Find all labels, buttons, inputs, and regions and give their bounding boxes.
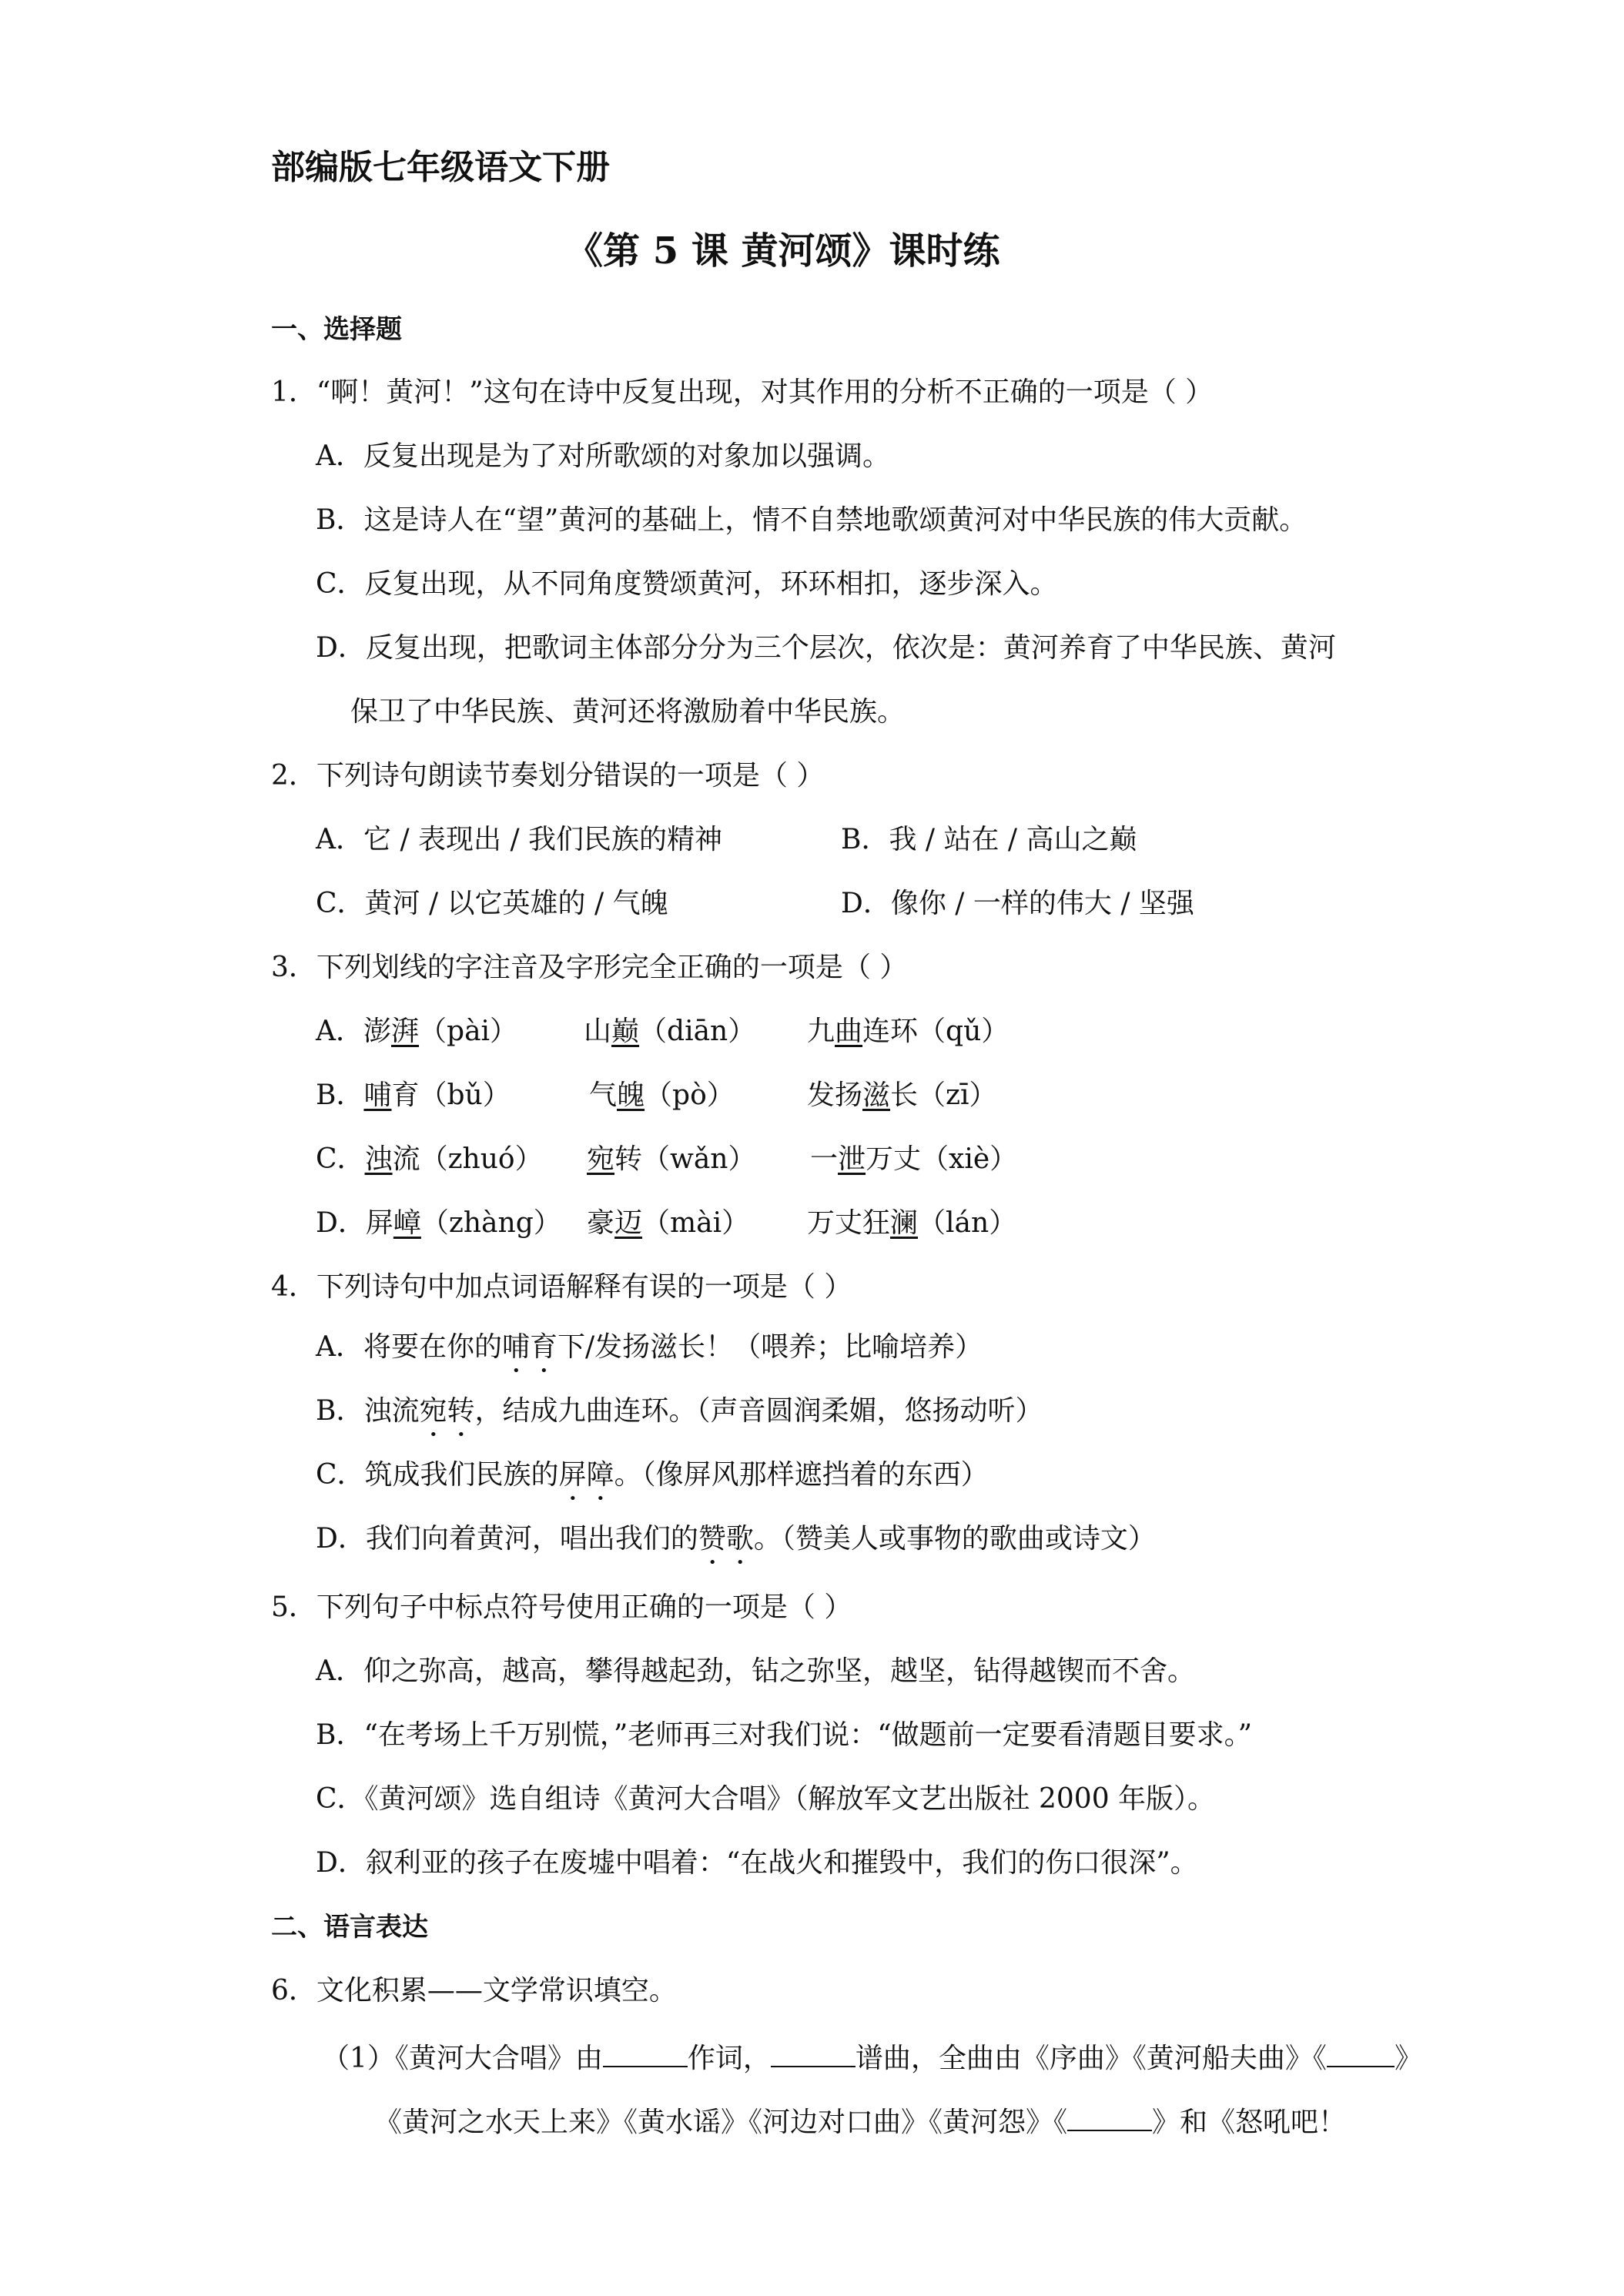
q3-option-b: [316, 1079, 511, 1113]
q4-option-b: [316, 1394, 1043, 1443]
q1-option-c: C．反复出现，从不同角度赞颂黄河，环环相扣，逐步深入。: [316, 568, 1058, 600]
movement-blank-2[interactable]: [1067, 2102, 1152, 2131]
q6-line2: [374, 2102, 1346, 2140]
q3-option-c-word3: [810, 1143, 1017, 1176]
q3-option-a: [316, 1015, 517, 1049]
underlined-char: 魄: [617, 1079, 645, 1111]
lyricist-blank[interactable]: [603, 2038, 688, 2067]
text: 》和《怒吼吧！: [1152, 2107, 1347, 2138]
underlined-char: 泄: [838, 1143, 866, 1175]
word: 山: [584, 1016, 612, 1047]
q1-option-d-line1: D．反复出现，把歌词主体部分分为三个层次，依次是：黄河养育了中华民族、黄河: [316, 632, 1336, 664]
composer-blank[interactable]: [771, 2038, 856, 2067]
word: 万丈: [866, 1143, 922, 1175]
underlined-char: 嶂: [393, 1207, 421, 1239]
text: ，结成九曲连环。（声音圆润柔媚，悠扬动听）: [474, 1395, 1043, 1427]
pinyin: （lán）: [918, 1207, 1017, 1239]
q1-option-b: B．这是诗人在“望”黄河的基础上，情不自禁地歌颂黄河对中华民族的伟大贡献。: [316, 504, 1308, 536]
pinyin: （qǔ）: [918, 1016, 1010, 1047]
text: C．筑成我们民族的: [316, 1459, 559, 1491]
text: （1）《黄河大合唱》由: [322, 2043, 603, 2074]
word: 豪: [587, 1207, 615, 1239]
q2-stem: 2．下列诗句朗读节奏划分错误的一项是（ ）: [271, 760, 825, 792]
text: A．将要在你的: [316, 1331, 502, 1363]
q4-option-a: [316, 1330, 983, 1379]
word: 万丈狂: [807, 1207, 891, 1239]
word: 屏: [365, 1207, 393, 1239]
q5-option-d: D．叙利亚的孩子在废墟中唱着：“在战火和摧毁中，我们的伤口很深”。: [316, 1847, 1198, 1879]
text: D．我们向着黄河，唱出我们的: [316, 1523, 698, 1555]
q3-option-d-word2: [587, 1207, 749, 1240]
q2-option-a: A．它 / 表现出 / 我们民族的精神: [316, 824, 723, 855]
underlined-char: 澜: [890, 1207, 919, 1239]
text: 》: [1394, 2043, 1422, 2074]
option-letter: C．: [316, 1143, 365, 1175]
page-title: 《第 5 课 黄河颂》课时练: [566, 229, 1000, 273]
dotted-word: 哺育: [502, 1331, 558, 1363]
pinyin: （pài）: [419, 1016, 518, 1047]
pinyin: （wǎn）: [642, 1143, 756, 1175]
word: 转: [614, 1143, 643, 1175]
q1-option-d-line2: 保卫了中华民族、黄河还将激励着中华民族。: [350, 696, 906, 728]
q5-option-b: B．“在考场上千万别慌，”老师再三对我们说：“做题前一定要看清题目要求。”: [316, 1719, 1253, 1751]
option-letter: A．: [316, 1016, 363, 1047]
q6-stem: 6．文化积累——文学常识填空。: [271, 1975, 677, 2006]
underlined-char: 浊: [364, 1143, 393, 1175]
q3-option-b-word2: [589, 1079, 735, 1113]
underlined-char: 巅: [611, 1016, 640, 1047]
q4-option-c: [316, 1458, 989, 1507]
q5-option-c: C．《黄河颂》选自组诗《黄河大合唱》（解放军文艺出版社 2000 年版）。: [316, 1783, 1216, 1815]
underlined-char: 迈: [614, 1207, 643, 1239]
pinyin: （zī）: [918, 1079, 997, 1111]
q3-option-d: [316, 1207, 561, 1240]
q2-option-c: C．黄河 / 以它英雄的 / 气魄: [316, 888, 668, 919]
section-heading-choice: 一、选择题: [271, 314, 402, 345]
q3-option-b-word3: [807, 1079, 997, 1113]
text: 。（像屏风那样遮挡着的东西）: [614, 1459, 989, 1491]
word: 流: [392, 1143, 420, 1175]
document-header: 部编版七年级语文下册: [271, 148, 610, 187]
pinyin: （mài）: [642, 1207, 750, 1239]
underlined-char: 曲: [835, 1016, 863, 1047]
q3-option-d-word3: [807, 1207, 1016, 1240]
pinyin: （xiè）: [921, 1143, 1018, 1175]
word: 发扬: [807, 1079, 863, 1111]
pinyin: （zhuó）: [420, 1143, 543, 1175]
section-heading-language: 二、语言表达: [271, 1912, 428, 1943]
word: 育: [391, 1079, 420, 1111]
dotted-word: 屏障: [558, 1459, 614, 1491]
pinyin: （pò）: [645, 1079, 735, 1111]
text: 。（赞美人或事物的歌曲或诗文）: [753, 1523, 1156, 1555]
q4-option-d: [316, 1522, 1156, 1571]
word: 连环: [862, 1016, 919, 1047]
q1-option-a: A．反复出现是为了对所歌颂的对象加以强调。: [316, 440, 890, 472]
option-letter: B．: [316, 1079, 364, 1111]
q1-stem: 1．“啊！黄河！”这句在诗中反复出现，对其作用的分析不正确的一项是（ ）: [271, 377, 1214, 408]
q4-stem: 4．下列诗句中加点词语解释有误的一项是（ ）: [271, 1271, 852, 1303]
word: 澎: [363, 1016, 392, 1047]
pinyin: （zhàng）: [420, 1207, 561, 1239]
underlined-char: 宛: [587, 1143, 615, 1175]
pinyin: （bǔ）: [419, 1079, 511, 1111]
text: 《黄河之水天上来》《黄水谣》《河边对口曲》《黄河怨》《: [374, 2107, 1068, 2138]
q5-option-a: A．仰之弥高，越高，攀得越起劲，钻之弥坚，越坚，钻得越锲而不舍。: [316, 1655, 1195, 1687]
dotted-word: 赞歌: [698, 1523, 754, 1555]
underlined-char: 滋: [862, 1079, 891, 1111]
q6-line1: [322, 2038, 1422, 2076]
q3-stem: 3．下列划线的字注音及字形完全正确的一项是（ ）: [271, 952, 908, 983]
q3-option-a-word2: [584, 1015, 755, 1049]
underlined-char: 湃: [391, 1016, 420, 1047]
q2-option-d: D．像你 / 一样的伟大 / 坚强: [841, 888, 1194, 919]
text: B．浊流: [316, 1395, 420, 1427]
q3-option-a-word3: [807, 1015, 1009, 1049]
q3-option-c-word2: [587, 1143, 756, 1176]
text: 谱曲，全曲由《序曲》《黄河船夫曲》《: [855, 2043, 1327, 2074]
word: 一: [810, 1143, 839, 1175]
word: 气: [589, 1079, 618, 1111]
text: 下/发扬滋长！（喂养；比喻培养）: [558, 1331, 983, 1363]
option-letter: D．: [316, 1207, 366, 1239]
word: 长: [890, 1079, 919, 1111]
dotted-word: 宛转: [419, 1395, 475, 1427]
word: 九: [807, 1016, 835, 1047]
q5-stem: 5．下列句子中标点符号使用正确的一项是（ ）: [271, 1591, 852, 1623]
q2-option-b: B．我 / 站在 / 高山之巅: [841, 824, 1137, 855]
movement-blank-1[interactable]: [1327, 2038, 1395, 2067]
q3-option-c: [316, 1143, 543, 1176]
underlined-char: 哺: [363, 1079, 392, 1111]
pinyin: （diān）: [639, 1016, 756, 1047]
text: 作词，: [687, 2043, 771, 2074]
